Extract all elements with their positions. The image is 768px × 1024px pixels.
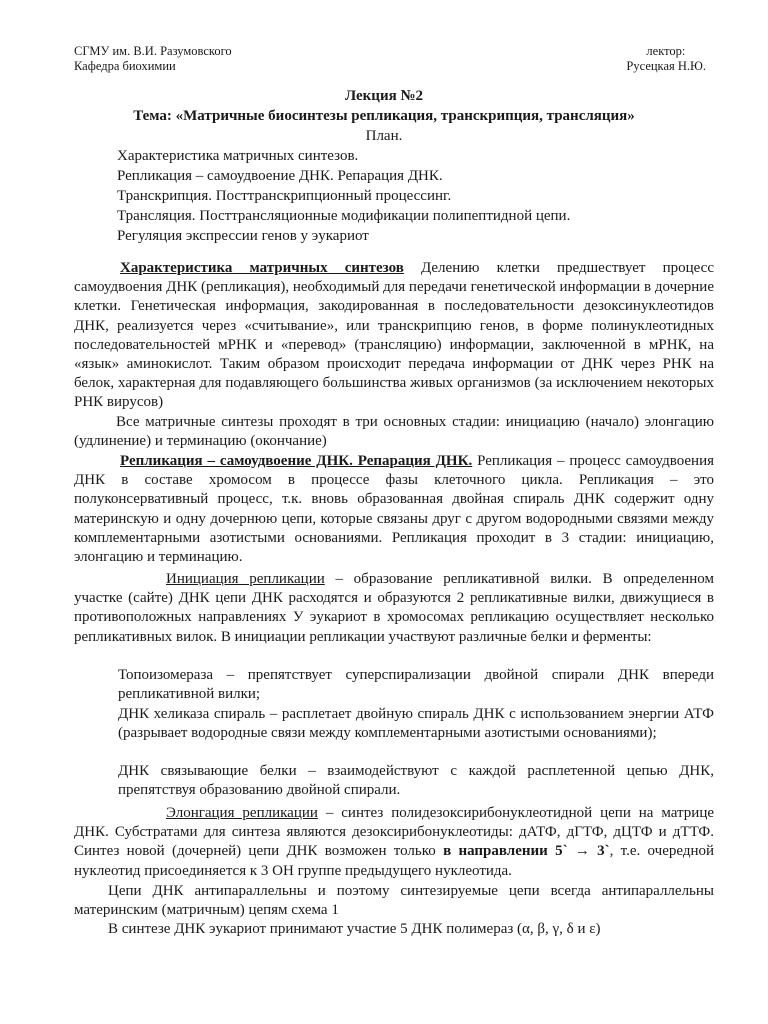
direction-text: в направлении 5` → 3` [443, 843, 610, 860]
enzyme-item: Топоизомераза – препятствует суперспирализации двойной спирали ДНК впереди репликативной вилки; [118, 667, 714, 703]
paragraph-stages [74, 413, 714, 451]
plan-item: Характеристика матричных синтезов. [117, 148, 359, 164]
paragraph-text: В синтезе ДНК эукариот принимают участие 5 ДНК полимераз (α, β, γ, δ и ε) [108, 921, 601, 937]
lecturer-label: лектор: [646, 44, 686, 58]
plan-item: Трансляция. Посттрансляционные модификации полипептидной цепи. [117, 208, 571, 224]
section-elongation [74, 804, 714, 881]
section-heading: Инициация репликации [166, 571, 325, 587]
section-heading: Характеристика матричных синтезов [120, 260, 404, 276]
plan-heading: План. [365, 128, 403, 144]
section-replication [74, 452, 714, 567]
paragraph-antiparallel [74, 882, 714, 920]
header-left [74, 44, 232, 74]
paragraph-text: – образование репликативной вилки. В определенном участке (сайте) ДНК цепи ДНК расходятся и образуются 2 репликативные вилки, движущиеся в противоположных направлениях У эукариот в хромосомах репликацию осуществляет несколько репликативных вилок. В инициации репликации участвуют различные белки и ферменты: [74, 571, 714, 645]
enzyme-item: ДНК хеликаза спираль – расплетает двойную спираль ДНК с использованием энергии АТФ (разрывает водородные связи между комплементарными азотистыми основаниями); [118, 706, 714, 742]
department-name: Кафедра биохимии [74, 59, 176, 73]
paragraph-polymerases [74, 920, 714, 939]
enzyme-item: ДНК связывающие белки – взаимодействуют с каждой расплетенной цепью ДНК, препятствуя образованию двойной спирали. [118, 763, 714, 799]
section-initiation [74, 570, 714, 647]
paragraph-text: Цепи ДНК антипараллельны и поэтому синтезируемые цепи всегда антипараллельны материнским (матричным) цепям схема 1 [74, 883, 714, 919]
plan-list [117, 146, 570, 246]
plan-item: Регуляция экспрессии генов у эукариот [117, 228, 369, 244]
plan-item: Транскрипция. Посттранскрипционный процессинг. [117, 188, 452, 204]
university-name: СГМУ им. В.И. Разумовского [74, 44, 232, 58]
paragraph-text: , т.е. очередной нуклеотид присоединяется к 3 ОН группе предыдущего нуклеотида. [74, 843, 715, 879]
section-heading: Репликация – самоудвоение ДНК. Репарация ДНК. [120, 453, 473, 469]
header-right [626, 44, 706, 74]
lecturer-name: Русецкая Н.Ю. [626, 59, 706, 73]
paragraph-text: – синтез полидезоксирибонуклеотидной цепи на матрице ДНК. Субстратами для синтеза являются дезоксирибонуклеотиды: дАТФ, дГТФ, дЦТФ и дТТФ. Синтез новой (дочерней) цепи ДНК возможен только [74, 805, 715, 860]
section-matrix-synthesis [74, 259, 714, 413]
plan-item: Репликация – самоудвоение ДНК. Репарация ДНК. [117, 168, 443, 184]
paragraph-text: Делению клетки предшествует процесс самоудвоения ДНК (репликация), необходимый для передачи генетической информации в дочерние клетки. Генетическая информация, закодированная в последовательности дезоксинуклеотидов ДНК, реализуется через «считывание», или транскрипцию генов, в форме полинуклеотидных последовательностей мРНК и «перевод» (трансляцию) информации, заключенной в мРНК, на «язык» аминокислот. Таким образом происходит передача информации от ДНК через РНК на белок, характерная для подавляющего большинства живых организмов (за исключением некоторых РНК вирусов) [74, 260, 714, 411]
paragraph-text: Все матричные синтезы проходят в три основных стадии: инициацию (начало) элонгацию (удлинение) и терминацию (окончание) [74, 414, 714, 450]
section-heading: Элонгация репликации [166, 805, 318, 821]
lecture-number: Лекция №2 [344, 88, 424, 104]
paragraph-text: Репликация – процесс самоудвоения ДНК в составе хромосом в процессе фазы клеточного цикла. Репликация – это полуконсервативный процесс, т.к. вновь образованная двойная спираль ДНК содержит одну материнскую и одну дочернюю цепи, которые связаны друг с другом водородными связями между комплементарными азотистыми основаниями. Репликация проходит в 3 стадии: инициацию, элонгацию и терминацию. [74, 453, 714, 566]
title-block [60, 86, 708, 146]
lecture-topic: Тема: «Матричные биосинтезы репликация, транскрипция, трансляция» [133, 108, 635, 124]
